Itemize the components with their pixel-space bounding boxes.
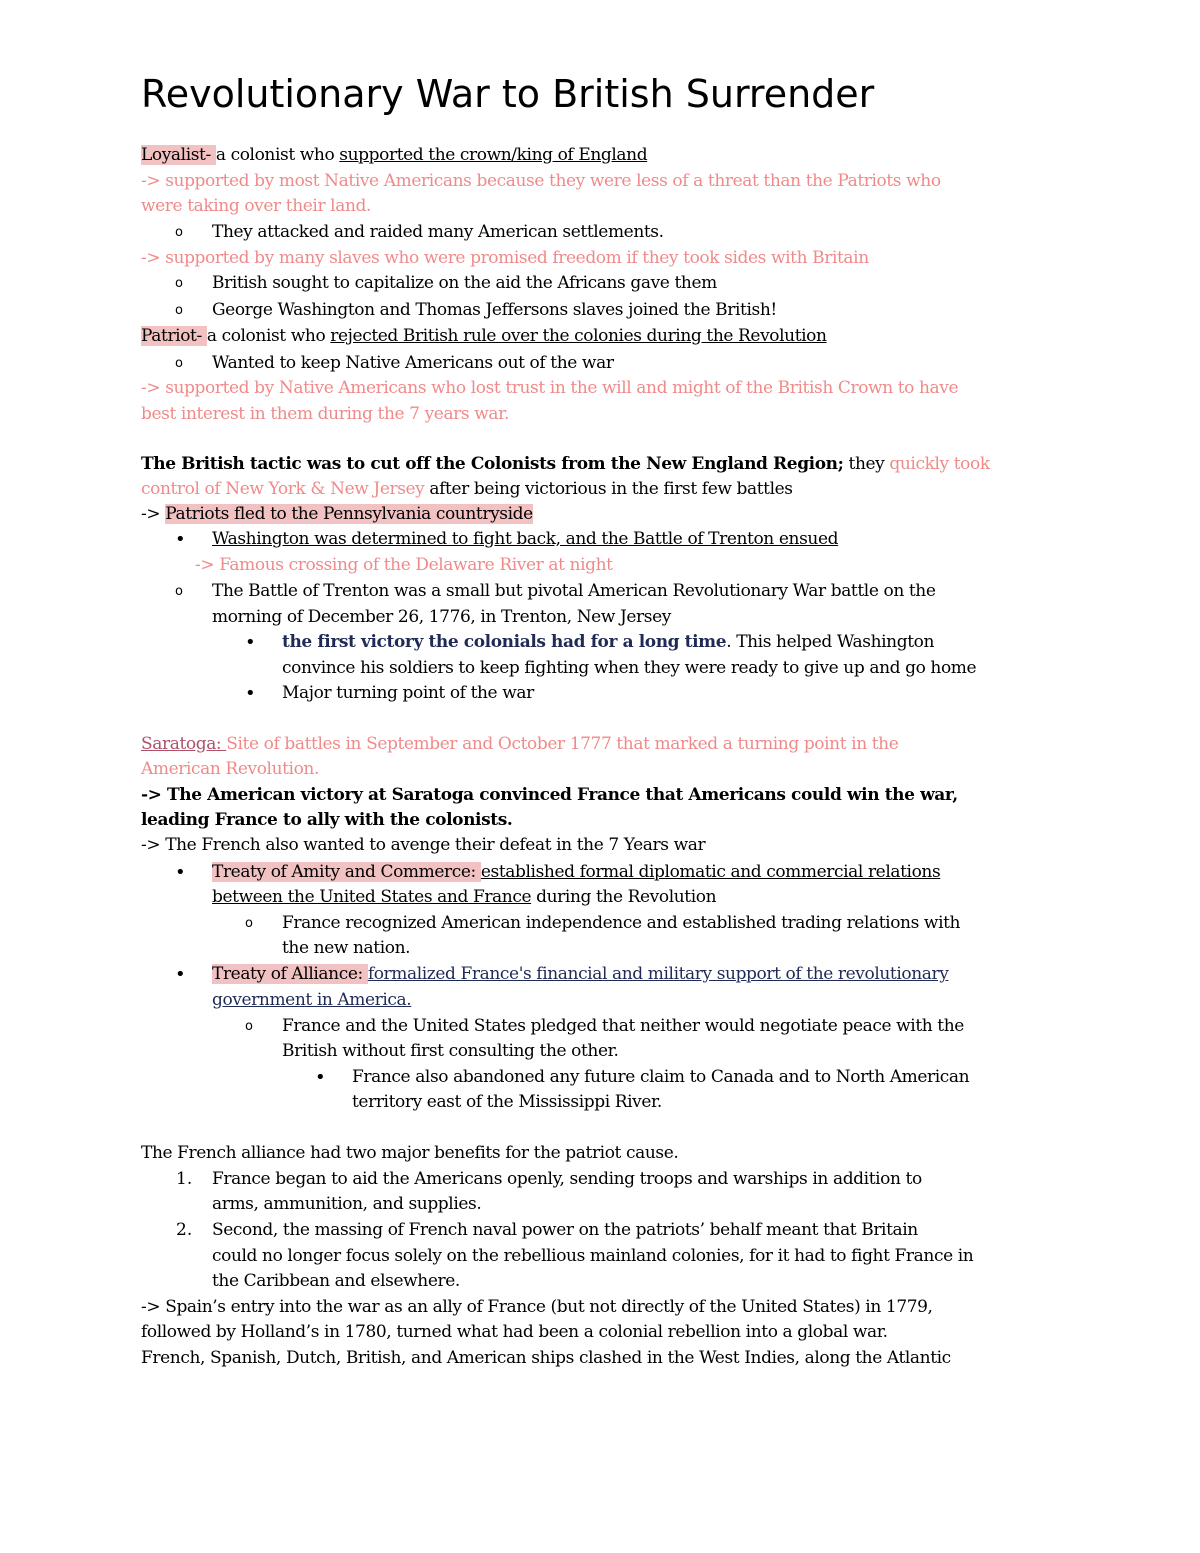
page-title: Revolutionary War to British Surrender (141, 72, 875, 116)
loyalist-washington-slaves: George Washington and Thomas Jeffersons slaves joined the British! (212, 300, 777, 320)
patriot-native-line-2: best interest in them during the 7 years war. (141, 404, 509, 424)
amity-def-2a: between the United States and France (212, 887, 532, 907)
bullet-icon: • (175, 862, 186, 883)
benefit-2-line-1: Second, the massing of French naval power on the patriots’ behalf meant that Britain (212, 1220, 918, 1240)
alliance-def-2: government in America. (212, 990, 412, 1010)
tactic-arrow: -> (141, 504, 166, 524)
tactic-crossing: -> Famous crossing of the Delaware River at night (195, 555, 613, 575)
alliance-def-1: formalized France's financial and military support of the revolutionary (367, 964, 949, 984)
abandoned-line-1: France also abandoned any future claim to Canada and to North American (352, 1067, 970, 1087)
circle-bullet-icon: o (175, 303, 183, 318)
loyalist-native-line-1: -> supported by most Native Americans because they were less of a threat than the Patriots who (141, 171, 941, 191)
tactic-fled: Patriots fled to the Pennsylvania countryside (165, 504, 533, 524)
amity-term: Treaty of Amity and Commerce: (212, 862, 481, 882)
tactic-line-2 (141, 477, 793, 502)
circle-bullet-icon: o (245, 1019, 253, 1034)
saratoga-victory-1: -> The American victory at Saratoga convinced France that Americans could win the war, (141, 785, 958, 805)
tactic-took: quickly took (889, 454, 990, 474)
loyalist-intro: a colonist who (215, 145, 340, 165)
loyalist-slaves: -> supported by many slaves who were promised freedom if they took sides with Britain (141, 248, 869, 268)
spain-line-3: French, Spanish, Dutch, British, and American ships clashed in the West Indies, along the Atlantic (141, 1348, 951, 1368)
alliance-line-1 (212, 962, 948, 987)
tactic-first-victory-line (282, 630, 934, 655)
amity-line-2 (212, 885, 716, 910)
loyalist-term: Loyalist- (141, 145, 216, 165)
tactic-fled-line (141, 502, 533, 527)
tactic-trenton-line-1: The Battle of Trenton was a small but pivotal American Revolutionary War battle on the (212, 581, 936, 601)
tactic-determined: Washington was determined to fight back, and the Battle of Trenton ensued (212, 529, 839, 549)
loyalist-capitalize: British sought to capitalize on the aid the Africans gave them (212, 273, 717, 293)
tactic-first-victory: the first victory the colonials had for a long time (282, 632, 727, 652)
loyalist-raids: They attacked and raided many American settlements. (212, 222, 664, 242)
tactic-bold: The British tactic was to cut off the Colonists from the New England Region; (141, 454, 844, 474)
pledged-line-1: France and the United States pledged that neither would negotiate peace with the (282, 1016, 964, 1036)
bullet-icon: • (245, 632, 256, 653)
circle-bullet-icon: o (175, 584, 183, 599)
tactic-they: they (843, 454, 890, 474)
saratoga-site-2: American Revolution. (141, 759, 319, 779)
benefit-2-line-3: the Caribbean and elsewhere. (212, 1271, 460, 1291)
patriot-term: Patriot- (141, 326, 207, 346)
tactic-trenton-line-2: morning of December 26, 1776, in Trenton, New Jersey (212, 607, 671, 627)
saratoga-line-1 (141, 732, 898, 757)
patriot-keep-out: Wanted to keep Native Americans out of the war (212, 353, 614, 373)
bullet-icon: • (315, 1067, 326, 1088)
circle-bullet-icon: o (175, 225, 183, 240)
saratoga-victory-2: leading France to ally with the colonists. (141, 810, 513, 830)
tactic-line-1 (141, 452, 990, 477)
circle-bullet-icon: o (245, 916, 253, 931)
patriot-definition (141, 324, 827, 349)
patriot-intro: a colonist who (206, 326, 331, 346)
recognized-line-1: France recognized American independence and established trading relations with (282, 913, 961, 933)
patriot-native-line-1: -> supported by Native Americans who lost trust in the will and might of the British Crown to have (141, 378, 959, 398)
benefit-1-line-1: France began to aid the Americans openly, sending troops and warships in addition to (212, 1169, 922, 1189)
recognized-line-2: the new nation. (282, 938, 411, 958)
tactic-control: control of New York & New Jersey (141, 479, 425, 499)
saratoga-avenge: -> The French also wanted to avenge their defeat in the 7 Years war (141, 835, 706, 855)
amity-line-1 (212, 860, 940, 885)
bullet-icon: • (245, 683, 256, 704)
saratoga-label: Saratoga: (141, 734, 227, 754)
bullet-icon: • (175, 964, 186, 985)
loyalist-def: supported the crown/king of England (339, 145, 648, 165)
loyalist-native-line-2: were taking over their land. (141, 196, 371, 216)
alliance-term: Treaty of Alliance: (212, 964, 368, 984)
benefit-2-line-2: could no longer focus solely on the rebellious mainland colonies, for it had to fight France in (212, 1246, 974, 1266)
patriot-def: rejected British rule over the colonies during the Revolution (330, 326, 827, 346)
benefit-1-line-2: arms, ammunition, and supplies. (212, 1194, 482, 1214)
tactic-convince: convince his soldiers to keep fighting when they were ready to give up and go home (282, 658, 977, 678)
bullet-icon: • (175, 529, 186, 550)
list-number: 2. (176, 1220, 193, 1240)
pledged-line-2: British without first consulting the other. (282, 1041, 619, 1061)
tactic-turning-point: Major turning point of the war (282, 683, 534, 703)
circle-bullet-icon: o (175, 356, 183, 371)
loyalist-definition (141, 143, 647, 168)
amity-def-2b: during the Revolution (531, 887, 717, 907)
tactic-helped: . This helped Washington (726, 632, 935, 652)
circle-bullet-icon: o (175, 276, 183, 291)
benefits-intro: The French alliance had two major benefits for the patriot cause. (141, 1143, 679, 1163)
tactic-after: after being victorious in the first few battles (424, 479, 793, 499)
spain-line-2: followed by Holland’s in 1780, turned what had been a colonial rebellion into a global war. (141, 1322, 888, 1342)
list-number: 1. (176, 1169, 193, 1189)
spain-line-1: -> Spain’s entry into the war as an ally of France (but not directly of the United States) in 1779, (141, 1297, 933, 1317)
abandoned-line-2: territory east of the Mississippi River. (352, 1092, 662, 1112)
saratoga-site-1: Site of battles in September and October 1777 that marked a turning point in the (226, 734, 899, 754)
amity-def-1: established formal diplomatic and commercial relations (480, 862, 941, 882)
